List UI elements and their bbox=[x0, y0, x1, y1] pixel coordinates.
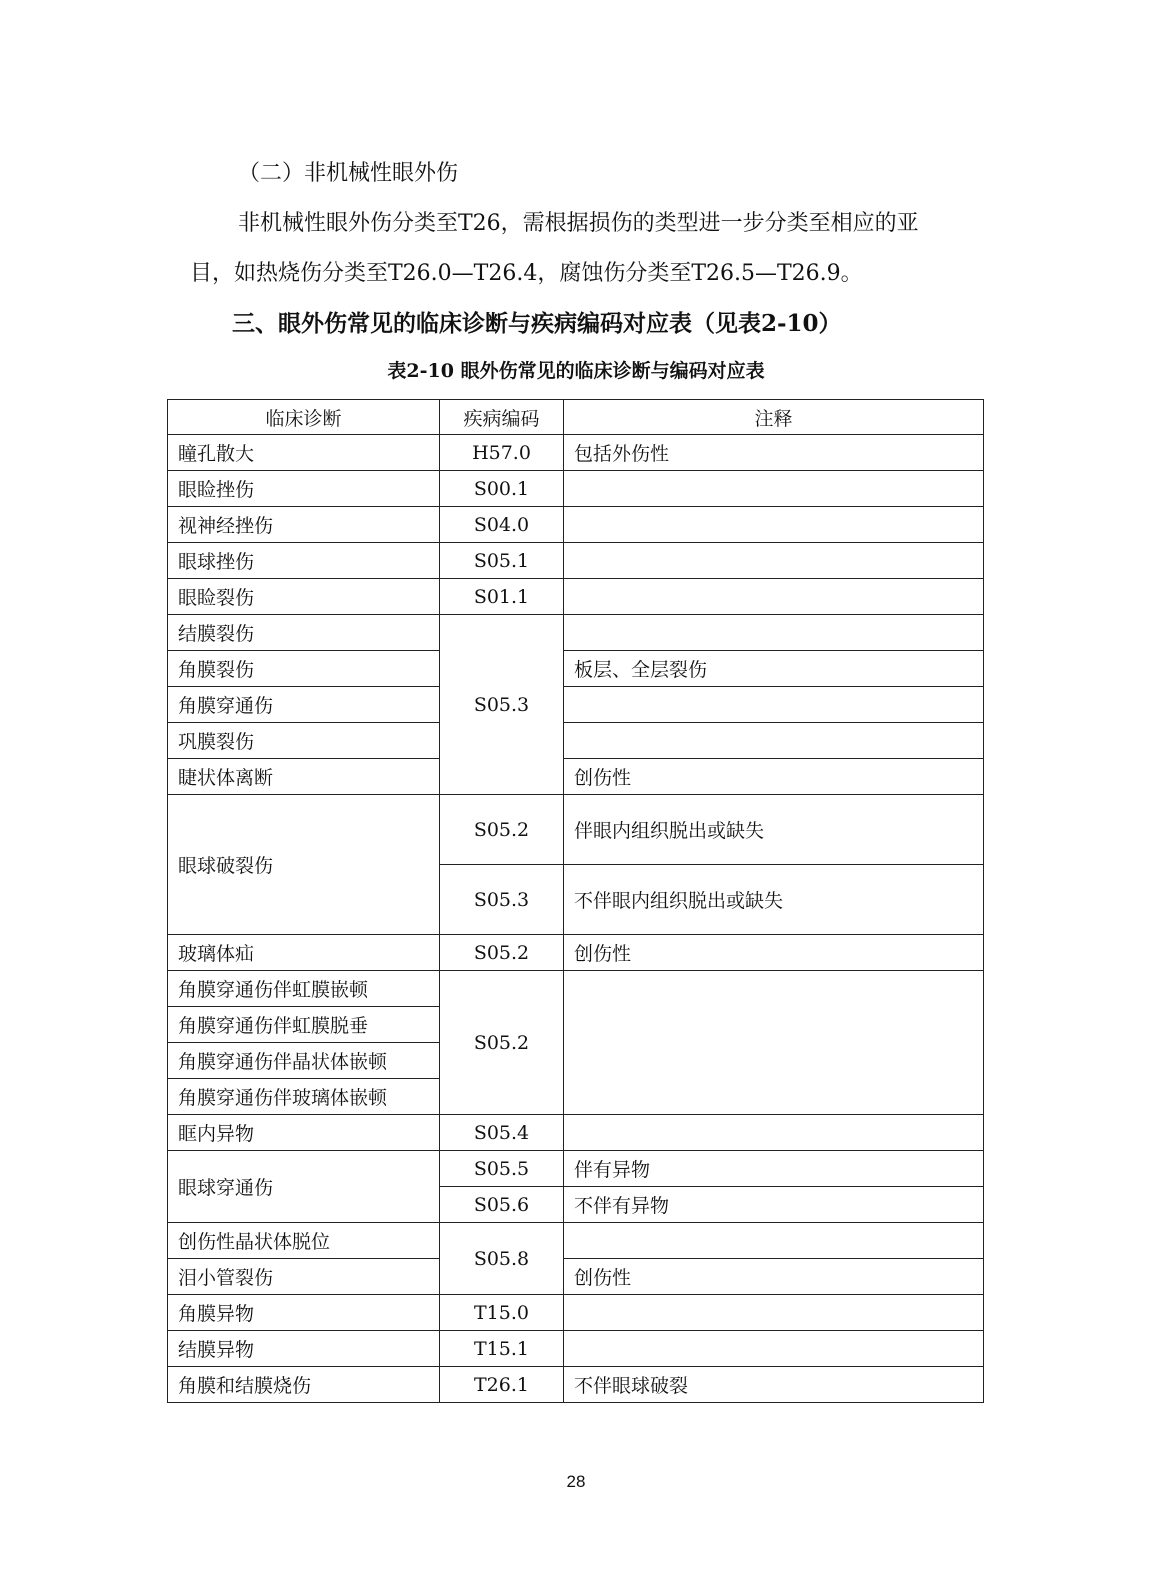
table-row bbox=[168, 1331, 984, 1367]
table-row bbox=[168, 1223, 984, 1259]
note-cell bbox=[564, 687, 984, 723]
diagnosis-cell: 角膜和结膜烧伤 bbox=[168, 1367, 440, 1403]
code-cell: S05.6 bbox=[440, 1187, 564, 1223]
note-cell: 创伤性 bbox=[564, 935, 984, 971]
diagnosis-cell: 眼睑裂伤 bbox=[168, 579, 440, 615]
table-row bbox=[168, 759, 984, 795]
diagnosis-cell: 眼球破裂伤 bbox=[168, 795, 440, 935]
code-cell: S05.5 bbox=[440, 1151, 564, 1187]
note-cell bbox=[564, 579, 984, 615]
note-cell: 不伴眼内组织脱出或缺失 bbox=[564, 865, 984, 935]
code-cell: S05.2 bbox=[440, 935, 564, 971]
column-header-note: 注释 bbox=[564, 400, 984, 435]
code-cell: T26.1 bbox=[440, 1367, 564, 1403]
note-cell bbox=[564, 507, 984, 543]
code-cell: S05.8 bbox=[440, 1223, 564, 1295]
diagnosis-cell: 瞳孔散大 bbox=[168, 435, 440, 471]
diagnosis-cell: 视神经挫伤 bbox=[168, 507, 440, 543]
page-number: 28 bbox=[566, 1472, 586, 1491]
column-header-code: 疾病编码 bbox=[440, 400, 564, 435]
table-row bbox=[168, 1367, 984, 1403]
diagnosis-cell: 结膜异物 bbox=[168, 1331, 440, 1367]
note-cell: 伴眼内组织脱出或缺失 bbox=[564, 795, 984, 865]
diagnosis-cell: 角膜穿通伤伴虹膜脱垂 bbox=[168, 1007, 440, 1043]
table-row bbox=[168, 723, 984, 759]
table-row bbox=[168, 615, 984, 651]
note-cell: 创伤性 bbox=[564, 1259, 984, 1295]
diagnosis-cell: 角膜穿通伤 bbox=[168, 687, 440, 723]
note-cell bbox=[564, 543, 984, 579]
note-cell: 不伴眼球破裂 bbox=[564, 1367, 984, 1403]
code-cell: H57.0 bbox=[440, 435, 564, 471]
table-row bbox=[168, 1115, 984, 1151]
diagnosis-cell: 角膜穿通伤伴晶状体嵌顿 bbox=[168, 1043, 440, 1079]
table-row bbox=[168, 543, 984, 579]
diagnosis-cell: 眼球挫伤 bbox=[168, 543, 440, 579]
paragraph-line: 非机械性眼外伤分类至T26，需根据损伤的类型进一步分类至相应的亚 bbox=[238, 211, 919, 236]
code-cell: S05.1 bbox=[440, 543, 564, 579]
note-cell bbox=[564, 471, 984, 507]
table-row bbox=[168, 435, 984, 471]
note-cell bbox=[564, 1295, 984, 1331]
code-cell: S05.3 bbox=[440, 865, 564, 935]
table-row bbox=[168, 687, 984, 723]
diagnosis-cell: 眼睑挫伤 bbox=[168, 471, 440, 507]
code-cell: S05.3 bbox=[440, 615, 564, 795]
diagnosis-cell: 泪小管裂伤 bbox=[168, 1259, 440, 1295]
chapter-heading: 三、眼外伤常见的临床诊断与疾病编码对应表（见表2-10） bbox=[232, 310, 842, 337]
diagnosis-cell: 睫状体离断 bbox=[168, 759, 440, 795]
table-row bbox=[168, 507, 984, 543]
diagnosis-cell: 结膜裂伤 bbox=[168, 615, 440, 651]
code-cell: S00.1 bbox=[440, 471, 564, 507]
section-heading: （二）非机械性眼外伤 bbox=[238, 161, 459, 186]
note-cell bbox=[564, 615, 984, 651]
table-row bbox=[168, 795, 984, 865]
table-row bbox=[168, 1295, 984, 1331]
diagnosis-cell: 角膜穿通伤伴虹膜嵌顿 bbox=[168, 971, 440, 1007]
paragraph-line: 目，如热烧伤分类至T26.0—T26.4，腐蚀伤分类至T26.5—T26.9。 bbox=[190, 261, 863, 286]
note-cell: 创伤性 bbox=[564, 759, 984, 795]
note-cell: 不伴有异物 bbox=[564, 1187, 984, 1223]
table-row bbox=[168, 935, 984, 971]
note-cell bbox=[564, 1331, 984, 1367]
code-cell: T15.0 bbox=[440, 1295, 564, 1331]
diagnosis-cell: 巩膜裂伤 bbox=[168, 723, 440, 759]
note-cell: 伴有异物 bbox=[564, 1151, 984, 1187]
table-caption: 表2-10 眼外伤常见的临床诊断与编码对应表 bbox=[387, 360, 765, 382]
diagnosis-cell: 眼球穿通伤 bbox=[168, 1151, 440, 1223]
table-row bbox=[168, 651, 984, 687]
diagnosis-cell: 角膜裂伤 bbox=[168, 651, 440, 687]
note-cell bbox=[564, 723, 984, 759]
table-header-row bbox=[168, 400, 984, 435]
code-cell: S04.0 bbox=[440, 507, 564, 543]
note-cell bbox=[564, 1223, 984, 1259]
code-cell: S01.1 bbox=[440, 579, 564, 615]
diagnosis-cell: 创伤性晶状体脱位 bbox=[168, 1223, 440, 1259]
code-cell: T15.1 bbox=[440, 1331, 564, 1367]
note-cell bbox=[564, 971, 984, 1115]
table-row bbox=[168, 471, 984, 507]
table-row bbox=[168, 1151, 984, 1187]
diagnosis-cell: 玻璃体疝 bbox=[168, 935, 440, 971]
note-cell bbox=[564, 1115, 984, 1151]
diagnosis-cell: 眶内异物 bbox=[168, 1115, 440, 1151]
note-cell: 板层、全层裂伤 bbox=[564, 651, 984, 687]
diagnosis-cell: 角膜穿通伤伴玻璃体嵌顿 bbox=[168, 1079, 440, 1115]
note-cell: 包括外伤性 bbox=[564, 435, 984, 471]
code-cell: S05.2 bbox=[440, 971, 564, 1115]
code-cell: S05.4 bbox=[440, 1115, 564, 1151]
diagnosis-cell: 角膜异物 bbox=[168, 1295, 440, 1331]
code-cell: S05.2 bbox=[440, 795, 564, 865]
table-row bbox=[168, 1259, 984, 1295]
table-row bbox=[168, 971, 984, 1007]
diagnosis-code-table bbox=[167, 399, 984, 1403]
table-row bbox=[168, 579, 984, 615]
column-header-diagnosis: 临床诊断 bbox=[168, 400, 440, 435]
